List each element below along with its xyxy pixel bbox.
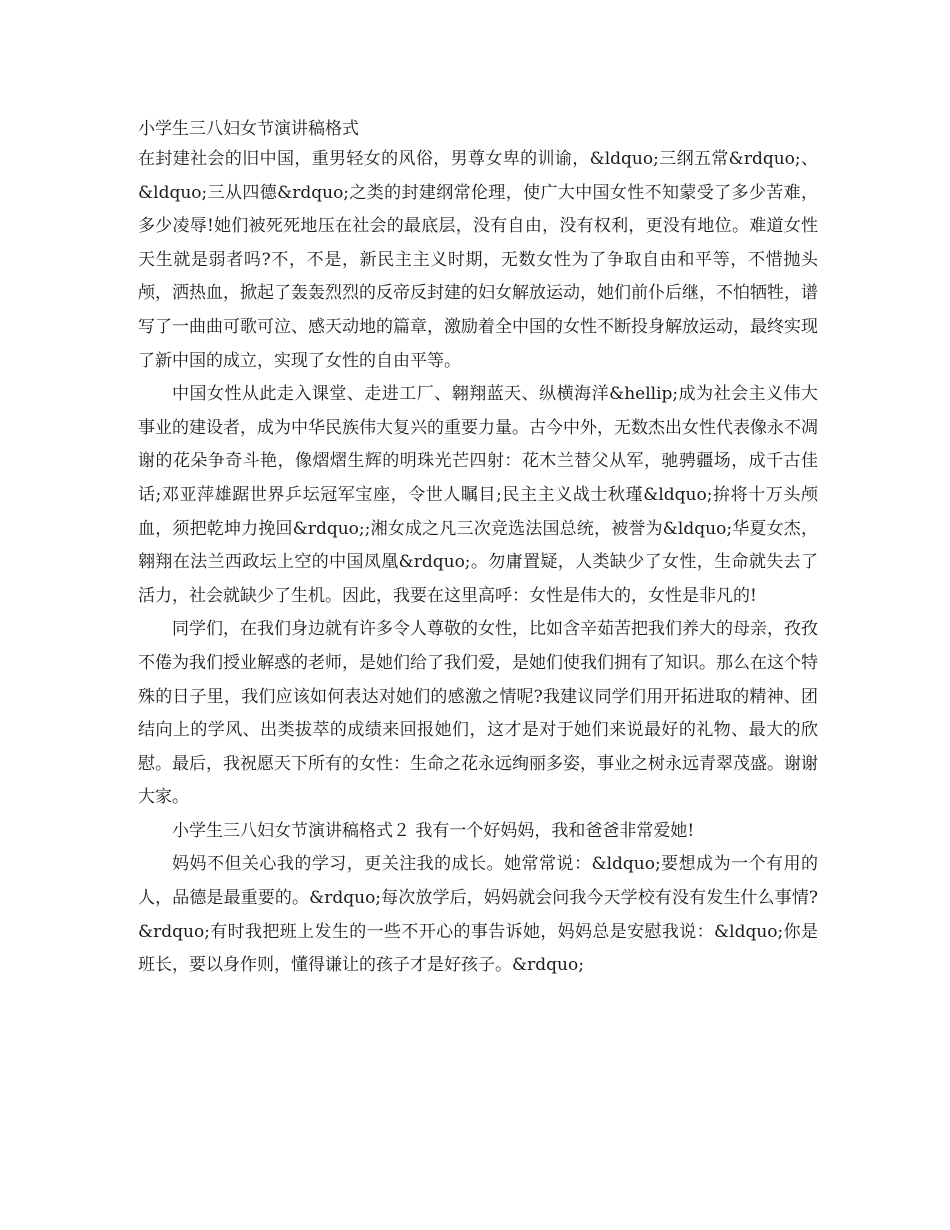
section-2-first-line: 我有一个好妈妈，我和爸爸非常爱她!	[415, 820, 695, 841]
section-2-heading-line	[138, 815, 818, 849]
document-title: 小学生三八妇女节演讲稿格式	[138, 119, 359, 139]
paragraph-2: 中国女性从此走入课堂、走进工厂、翱翔蓝天、纵横海洋&hellip;成为社会主义伟大事业的建设者，成为中华民族伟大复兴的重要力量。古今中外，无数杰出女性代表像永不凋谢的花朵争奇斗艳，像熠熠生辉的明珠光芒四射：花木兰替父从军，驰骋疆场，成千古佳话;邓亚萍雄踞世界乒坛冠军宝座，令世人瞩目;民主主义战士秋瑾&ldquo;拚将十万头颅血，须把乾坤力挽回&rdquo;;湘女成之凡三次竞选法国总统，被誉为&ldquo;华夏女杰，翱翔在法兰西政坛上空的中国凤凰&rdquo;。勿庸置疑，人类缺少了女性，生命就失去了活力，社会就缺少了生机。因此，我要在这里高呼：女性是伟大的，女性是非凡的!	[138, 384, 818, 606]
paragraph-4: 妈妈不但关心我的学习，更关注我的成长。她常常说：&ldquo;要想成为一个有用的人，品德是最重要的。&rdquo;每次放学后，妈妈就会问我今天学校有没有发生什么事情?&rdquo;有时我把班上发生的一些不开心的事告诉她，妈妈总是安慰我说：&ldquo;你是班长，要以身作则，懂得谦让的孩子才是好孩子。&rdquo;	[138, 854, 818, 976]
paragraph-3: 同学们，在我们身边就有许多令人尊敬的女性，比如含辛茹苦把我们养大的母亲，孜孜不倦为我们授业解惑的老师，是她们给了我们爱，是她们使我们拥有了知识。那么在这个特殊的日子里，我们应该如何表达对她们的感激之情呢?我建议同学们用开拓进取的精神、团结向上的学风、出类拔萃的成绩来回报她们，这才是对于她们来说最好的礼物、最大的欣慰。最后，我祝愿天下所有的女性：生命之花永远绚丽多姿，事业之树永远青翠茂盛。谢谢大家。	[138, 619, 818, 808]
section-2-heading: 小学生三八妇女节演讲稿格式２	[172, 820, 410, 841]
paragraph-1: 在封建社会的旧中国，重男轻女的风俗，男尊女卑的训谕，&ldquo;三纲五常&rdquo;、&ldquo;三从四德&rdquo;之类的封建纲常伦理，使广大中国女性不知蒙受了多少苦难，多少凌辱!她们被死死地压在社会的最底层，没有自由，没有权利，更没有地位。难道女性天生就是弱者吗?不，不是，新民主主义时期，无数女性为了争取自由和平等，不惜抛头颅，洒热血，掀起了轰轰烈烈的反帝反封建的妇女解放运动，她们前仆后继，不怕牺牲，谱写了一曲曲可歌可泣、感天动地的篇章，激励着全中国的女性不断投身解放运动，最终实现了新中国的成立，实现了女性的自由平等。	[138, 149, 818, 371]
document-page	[138, 115, 818, 983]
